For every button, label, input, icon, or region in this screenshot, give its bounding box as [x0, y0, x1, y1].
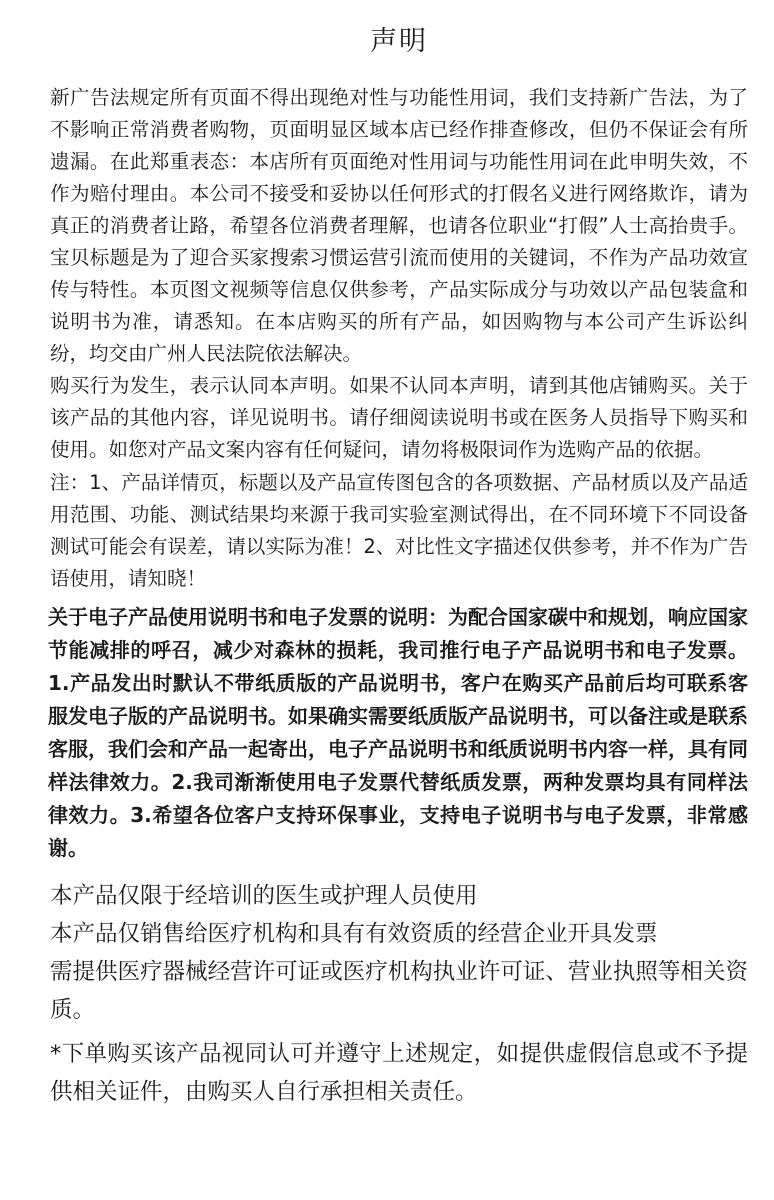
product-data-note: 注：1、产品详情页，标题以及产品宣传图包含的各项数据、产品材质以及产品适用范围、功能、测试结果均来源于我司实验室测试得出，在不同环境下不同设备测试可能会有误差，请以实际为准！2、对比性文字描述仅供参考，并不作为广告语使用，请知晓！ [50, 471, 748, 590]
page-title: 声明 [370, 26, 428, 57]
final-liability-note: *下单购买该产品视同认可并遵守上述规定，如提供虚假信息或不予提供相关证件，由购买人自行承担相关责任。 [50, 1041, 748, 1105]
electronic-manual-invoice-paragraph: 关于电子产品使用说明书和电子发票的说明：为配合国家碳中和规划，响应国家节能减排的呼召，减少对森林的损耗，我司推行电子产品说明书和电子发票。1.产品发出时默认不带纸质版的产品说明书，客户在购买产品前后均可联系客服发电子版的产品说明书。如果确实需要纸质版产品说明书，可以备注或是联系客服，我们会和产品一起寄出，电子产品说明书和纸质说明书内容一样，具有同样法律效力。2.我司渐渐使用电子发票代替纸质发票，两种发票均具有同样法律效力。3.希望各位客户支持环保事业，支持电子说明书与电子发票，非常感谢。 [48, 605, 748, 860]
notice-line-qualifications: 需提供医疗器械经营许可证或医疗机构执业许可证、营业执照等相关资质。 [50, 959, 748, 1023]
notice-line-medical-staff: 本产品仅限于经培训的医生或护理人员使用 [50, 883, 478, 909]
purchase-agreement-paragraph: 购买行为发生，表示认同本声明。如果不认同本声明，请到其他店铺购买。关于该产品的其他内容，详见说明书。请仔细阅读说明书或在医务人员指导下购买和使用。如您对产品文案内容有任何疑问，请勿将极限词作为选购产品的依据。 [50, 374, 748, 461]
notice-line-invoice: 本产品仅销售给医疗机构和具有有效资质的经营企业开具发票 [50, 921, 658, 947]
advertising-law-paragraph: 新广告法规定所有页面不得出现绝对性与功能性用词，我们支持新广告法，为了不影响正常消费者购物，页面明显区域本店已经作排查修改，但仍不保证会有所遗漏。在此郑重表态：本店所有页面绝对性用词与功能性用词在此申明失效，不作为赔付理由。本公司不接受和妥协以任何形式的打假名义进行网络欺诈，请为真正的消费者让路，希望各位消费者理解，也请各位职业“打假”人士高抬贵手。宝贝标题是为了迎合买家搜索习惯运营引流而使用的关键词，不作为产品功效宣传与特性。本页图文视频等信息仅供参考，产品实际成分与功效以产品包装盒和说明书为准，请悉知。在本店购买的所有产品，如因购物与本公司产生诉讼纠纷，均交由广州人民法院依法解决。 [50, 86, 748, 365]
